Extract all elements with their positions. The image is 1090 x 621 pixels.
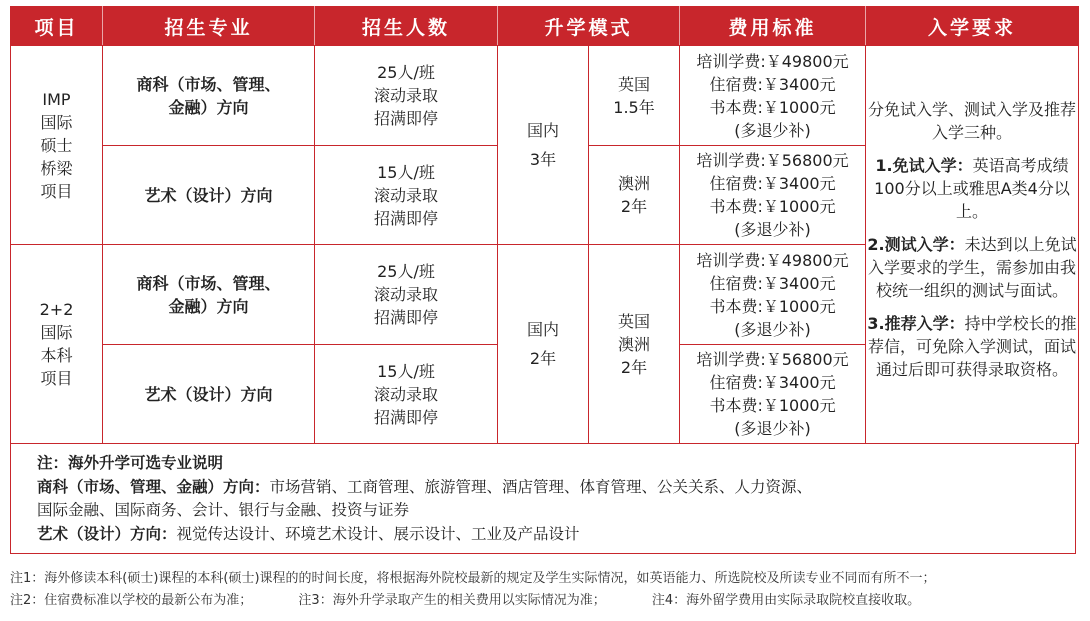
fee-cell: 培训学费:￥49800元 住宿费:￥3400元 书本费:￥1000元 (多退少补) <box>680 245 866 345</box>
header-requirement: 入学要求 <box>866 7 1079 46</box>
note-business-text: 市场营销、工商管理、旅游管理、酒店管理、体育管理、公关关系、人力资源、 <box>269 477 813 496</box>
footnote-2: 注2：住宿费标准以学校的最新公布为准； <box>10 593 253 608</box>
abroad-years: 澳洲 2年 <box>589 146 680 245</box>
major-art: 艺术（设计）方向 <box>103 345 315 444</box>
quota-cell: 15人/班 滚动录取 招满即停 <box>315 146 498 245</box>
abroad-years: 英国 澳洲 2年 <box>589 245 680 444</box>
quota-cell: 25人/班 滚动录取 招满即停 <box>315 245 498 345</box>
major-art: 艺术（设计）方向 <box>103 146 315 245</box>
quota-cell: 15人/班 滚动录取 招满即停 <box>315 345 498 444</box>
program-name-2plus2: 2+2 国际 本科 项目 <box>11 245 103 444</box>
footnote-1: 注1：海外修读本科(硕士)课程的本科(硕士)课程的的时间长度，将根据海外院校最新的规定及学生实际情况，如英语能力、所选院校及所读专业不同而有所不一； <box>10 571 936 586</box>
major-business: 商科（市场、管理、 金融）方向 <box>103 46 315 146</box>
major-business: 商科（市场、管理、 金融）方向 <box>103 245 315 345</box>
fee-cell: 培训学费:￥56800元 住宿费:￥3400元 书本费:￥1000元 (多退少补) <box>680 345 866 444</box>
header-mode: 升学模式 <box>498 7 680 46</box>
program-name-imp: IMP 国际 硕士 桥梁 项目 <box>11 46 103 245</box>
admissions-table-wrapper <box>10 6 1078 554</box>
fee-cell: 培训学费:￥56800元 住宿费:￥3400元 书本费:￥1000元 (多退少补) <box>680 146 866 245</box>
header-quota: 招生人数 <box>315 7 498 46</box>
footnote-3: 注3：海外升学录取产生的相关费用以实际情况为准； <box>298 593 606 608</box>
majors-note <box>10 444 1076 554</box>
requirement-intro: 分免试入学、测试入学及推荐入学三种。 <box>868 100 1077 142</box>
note-business-text2: 国际金融、国际商务、会计、银行与金融、投资与证券 <box>37 501 410 519</box>
note-title: 注：海外升学可选专业说明 <box>37 454 224 472</box>
domestic-years: 国内 3年 <box>498 46 589 245</box>
requirement-item: 3.推荐入学：持中学校长的推荐信，可免除入学测试，面试通过后即可获得录取资格。 <box>867 314 1077 379</box>
note-art-text: 视觉传达设计、环境艺术设计、展示设计、工业及产品设计 <box>176 524 580 543</box>
header-major: 招生专业 <box>103 7 315 46</box>
admissions-table <box>10 6 1079 444</box>
quota-cell: 25人/班 滚动录取 招满即停 <box>315 46 498 146</box>
header-fee: 费用标准 <box>680 7 866 46</box>
requirement-item: 2.测试入学：未达到以上免试入学要求的学生，需参加由我校统一组织的测试与面试。 <box>867 235 1077 300</box>
footnotes <box>10 568 936 612</box>
note-art-label: 艺术（设计）方向： <box>37 524 177 543</box>
requirement-item: 1.免试入学：英语高考成绩100分以上或雅思A类4分以上。 <box>874 156 1070 221</box>
requirements-cell <box>866 46 1079 444</box>
table-row <box>11 46 1079 146</box>
header-program: 项目 <box>11 7 103 46</box>
note-business-label: 商科（市场、管理、金融）方向： <box>37 477 270 496</box>
fee-cell: 培训学费:￥49800元 住宿费:￥3400元 书本费:￥1000元 (多退少补) <box>680 46 866 146</box>
footnote-4: 注4：海外留学费用由实际录取院校直接收取。 <box>651 593 921 608</box>
domestic-years: 国内 2年 <box>498 245 589 444</box>
header-row <box>11 7 1079 46</box>
abroad-years: 英国 1.5年 <box>589 46 680 146</box>
